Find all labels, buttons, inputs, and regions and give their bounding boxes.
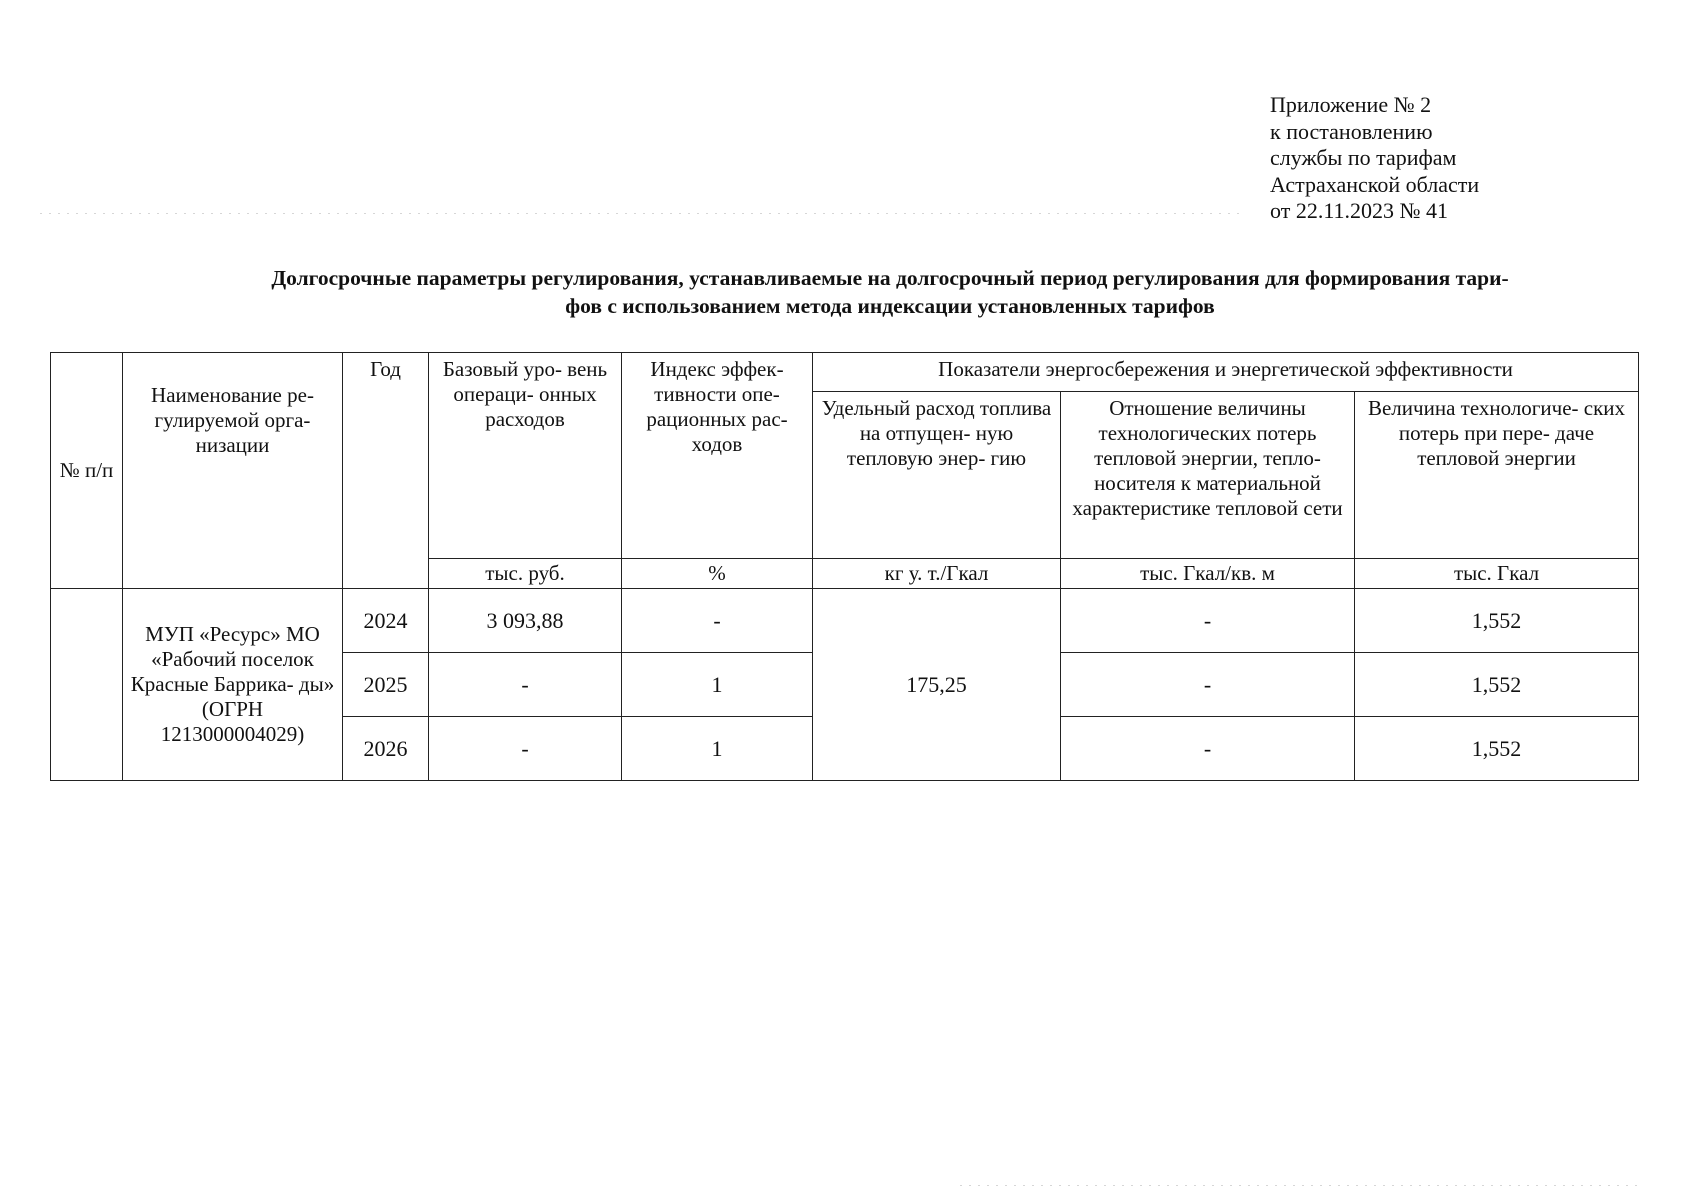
header-losses-ratio: Отношение величины технологических потерь тепловой энергии, тепло- носителя к материальной характеристике тепловой сети — [1061, 392, 1355, 559]
scan-noise — [960, 1185, 1640, 1186]
header-fuel-consumption: Удельный расход топлива на отпущен- ную тепловую энер- гию — [813, 392, 1061, 559]
year-cell: 2026 — [343, 717, 429, 781]
unit-efficiency-index: % — [622, 559, 813, 589]
scan-noise — [40, 213, 1240, 214]
document-title — [170, 264, 1610, 320]
parameters-table — [50, 352, 1639, 781]
losses-ratio-cell: - — [1061, 589, 1355, 653]
unit-technological-losses: тыс. Гкал — [1355, 559, 1639, 589]
header-base-costs: Базовый уро- вень операци- онных расходов — [429, 353, 622, 559]
table-row — [51, 589, 1639, 653]
appendix-reference — [1270, 92, 1479, 225]
appendix-line: от 22.11.2023 № 41 — [1270, 198, 1448, 223]
technological-losses-cell: 1,552 — [1355, 717, 1639, 781]
header-year: Год — [343, 353, 429, 589]
appendix-line: к постановлению — [1270, 118, 1433, 144]
losses-ratio-cell: - — [1061, 717, 1355, 781]
title-line-1: Долгосрочные параметры регулирования, устанавливаемые на долгосрочный период регулирования для формирования тари- — [271, 266, 1509, 290]
row-number-cell — [51, 589, 123, 781]
appendix-line: Приложение № 2 — [1270, 92, 1432, 117]
header-num: № п/п — [51, 353, 123, 589]
technological-losses-cell: 1,552 — [1355, 653, 1639, 717]
header-organization: Наименование ре- гулируемой орга- низации — [123, 353, 343, 589]
unit-fuel-consumption: кг у. т./Гкал — [813, 559, 1061, 589]
year-cell: 2025 — [343, 653, 429, 717]
fuel-consumption-cell: 175,25 — [813, 589, 1061, 781]
appendix-line: Астраханской области — [1270, 171, 1480, 197]
efficiency-index-cell: 1 — [622, 717, 813, 781]
base-costs-cell: - — [429, 717, 622, 781]
organization-name: МУП «Ресурс» МО «Рабочий поселок Красные Баррика- ды» (ОГРН 1213000004029) — [123, 589, 343, 781]
unit-losses-ratio: тыс. Гкал/кв. м — [1061, 559, 1355, 589]
header-technological-losses: Величина технологиче- ских потерь при пере- даче тепловой энергии — [1355, 392, 1639, 559]
efficiency-index-cell: - — [622, 589, 813, 653]
technological-losses-cell: 1,552 — [1355, 589, 1639, 653]
base-costs-cell: - — [429, 653, 622, 717]
efficiency-index-cell: 1 — [622, 653, 813, 717]
header-efficiency-index: Индекс эффек- тивности опе- рационных рас- ходов — [622, 353, 813, 559]
header-energy-group: Показатели энергосбережения и энергетической эффективности — [813, 353, 1639, 392]
unit-base-costs: тыс. руб. — [429, 559, 622, 589]
losses-ratio-cell: - — [1061, 653, 1355, 717]
appendix-line: службы по тарифам — [1270, 145, 1457, 170]
header-row-1 — [51, 353, 1639, 392]
base-costs-cell: 3 093,88 — [429, 589, 622, 653]
year-cell: 2024 — [343, 589, 429, 653]
title-line-2: фов с использованием метода индексации установленных тарифов — [565, 294, 1215, 318]
